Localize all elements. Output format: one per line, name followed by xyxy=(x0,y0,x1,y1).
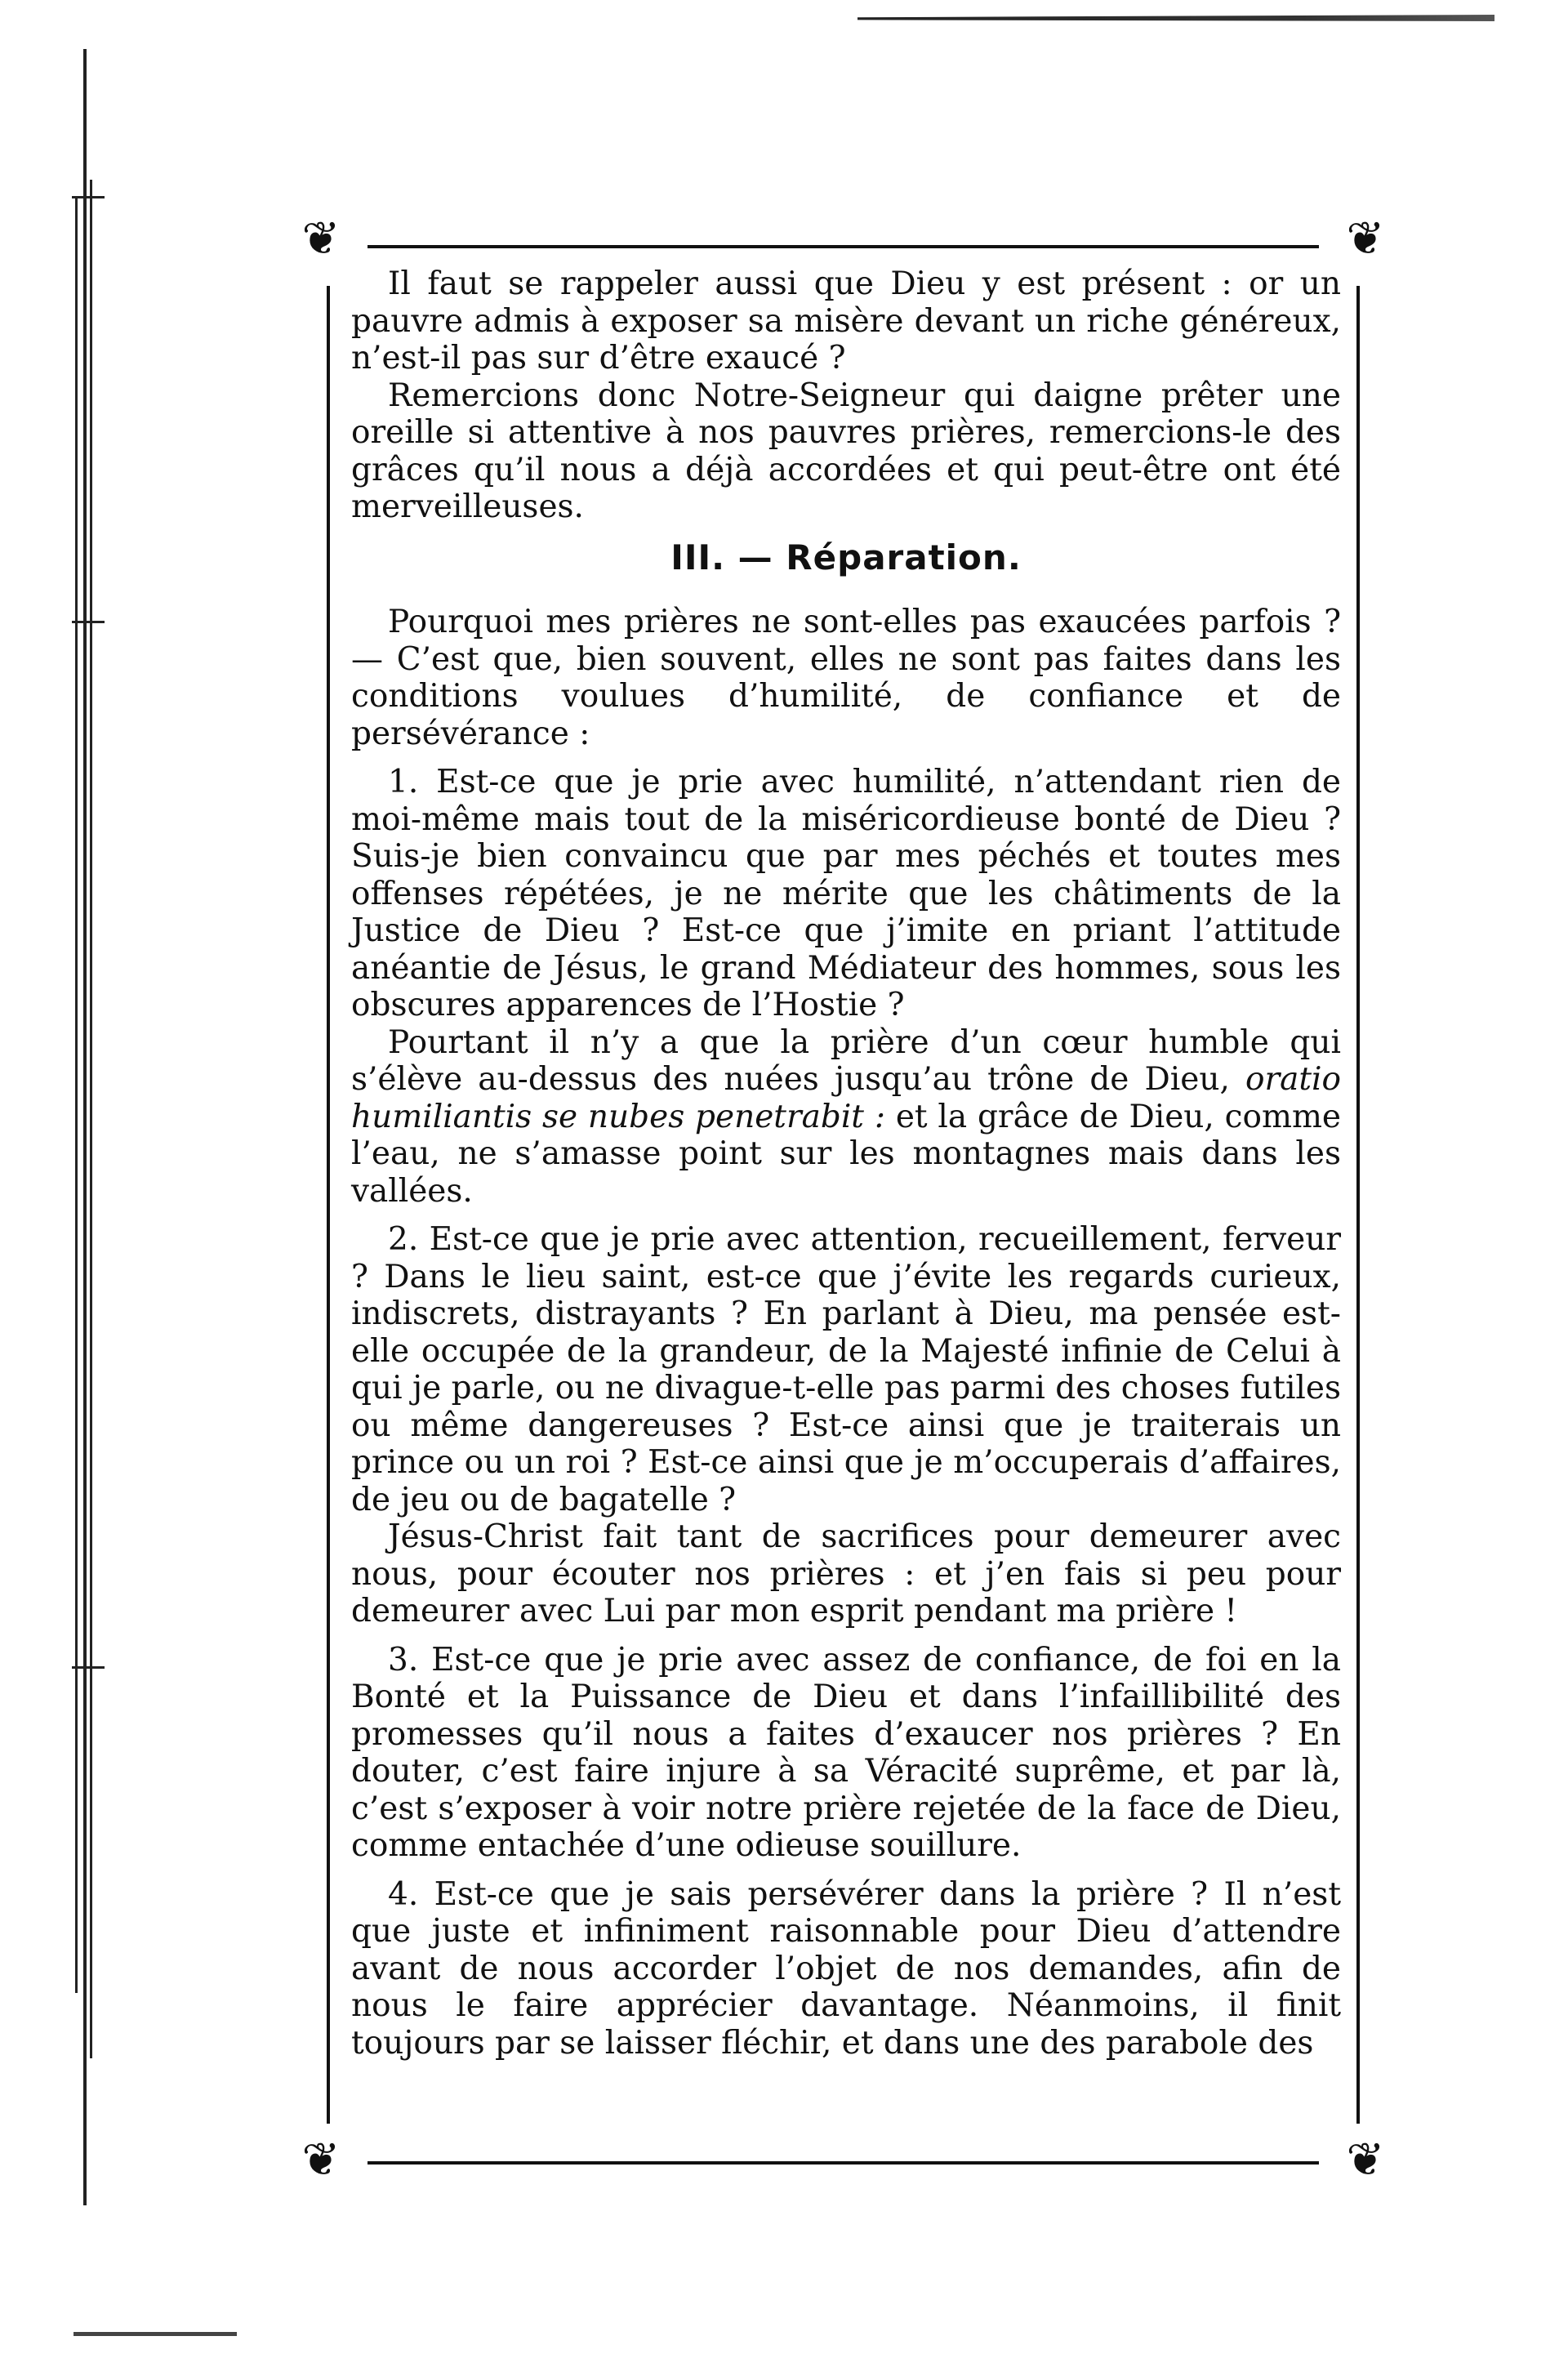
corner-ornament-bottom-right: ❦ xyxy=(1346,2133,1385,2187)
corner-ornament-bottom-left: ❦ xyxy=(301,2133,341,2187)
point-perseverance: 4. Est-ce que je sais persévérer dans la prière ? Il n’est que juste et infiniment raisonnable pour Dieu d’attendre avant de nous accorder l’objet de nos demandes, afin de nous le faire apprécier davantage. Néanmoins, il finit toujours par se laisser fléchir, et dans une des parabole des xyxy=(351,1875,1341,2062)
paragraph-sacrifices: Jésus-Christ fait tant de sacrifices pour demeurer avec nous, pour écouter nos prières : et j’en fais si peu pour demeurer avec Lui par mon esprit pendant ma prière ! xyxy=(351,1518,1341,1630)
paragraph-thanks: Remercions donc Notre-Seigneur qui daigne prêter une oreille si attentive à nos pauvres prières, remercions-le des grâces qu’il nous a déjà accordées et qui peut-être ont été merveilleuses. xyxy=(351,377,1341,525)
section-heading: III. — Réparation. xyxy=(670,537,1022,577)
point-confidence: 3. Est-ce que je prie avec assez de confiance, de foi en la Bonté et la Puissance de Dieu et dans l’infaillibilité des promesses qu’il nous a faites d’exaucer nos prières ? En douter, c’est faire injure à sa Véracité suprême, et par là, c’est s’exposer à voir notre prière rejetée de la face de Dieu, comme entachée d’une odieuse souillure. xyxy=(351,1641,1341,1864)
corner-ornament-top-right: ❦ xyxy=(1346,212,1385,265)
corner-ornament-top-left: ❦ xyxy=(301,212,341,265)
book-spine-edge xyxy=(64,49,105,2205)
frame-bottom-rule xyxy=(368,2161,1319,2165)
frame-right-rule xyxy=(1356,286,1360,2124)
frame-left-rule xyxy=(327,286,330,2124)
humble-heart-text-end: et la grâce de Dieu, comme l’eau, ne s’amasse point sur les montagnes mais dans les vallées. xyxy=(351,1098,1341,1210)
latin-quote: oratio humiliantis se nubes penetrabit : xyxy=(351,1061,1341,1135)
frame-top-rule xyxy=(368,245,1319,248)
page-text xyxy=(351,265,1341,2062)
paragraph-humble-heart xyxy=(351,1024,1341,1210)
paragraph-presence: Il faut se rappeler aussi que Dieu y est présent : or un pauvre admis à exposer sa misère devant un riche généreux, n’est-il pas sur d’être exaucé ? xyxy=(351,265,1341,377)
humble-heart-text: Pourtant il n’y a que la prière d’un cœur humble qui s’élève au-dessus des nuées jusqu’au trône de Dieu, xyxy=(351,1023,1341,1098)
point-humility: 1. Est-ce que je prie avec humilité, n’attendant rien de moi-même mais tout de la miséricordieuse bonté de Dieu ? Suis-je bien convaincu que par mes péchés et toutes mes offenses répétées, je ne mérite que les châtiments de la Justice de Dieu ? Est-ce que j’imite en priant l’attitude anéantie de Jésus, le grand Médiateur des hommes, sous les obscures apparences de l’Hostie ? xyxy=(351,764,1341,1023)
scan-edge-top xyxy=(858,15,1494,21)
point-attention: 2. Est-ce que je prie avec attention, recueillement, ferveur ? Dans le lieu saint, est-ce que j’évite les regards curieux, indiscrets, distrayants ? En parlant à Dieu, ma pensée est-elle occupée de la grandeur, de la Majesté infinie de Celui à qui je parle, ou ne divague-t-elle pas parmi des choses futiles ou même dangereuses ? Est-ce ainsi que je traiterais un prince ou un roi ? Est-ce ainsi que je m’occuperais d’affaires, de jeu ou de bagatelle ? xyxy=(351,1221,1341,1518)
scan-edge-bottom xyxy=(74,2332,237,2336)
paragraph-intro: Pourquoi mes prières ne sont-elles pas exaucées parfois ? — C’est que, bien souvent, elles ne sont pas faites dans les conditions voulues d’humilité, de confiance et de persévérance : xyxy=(351,604,1341,752)
